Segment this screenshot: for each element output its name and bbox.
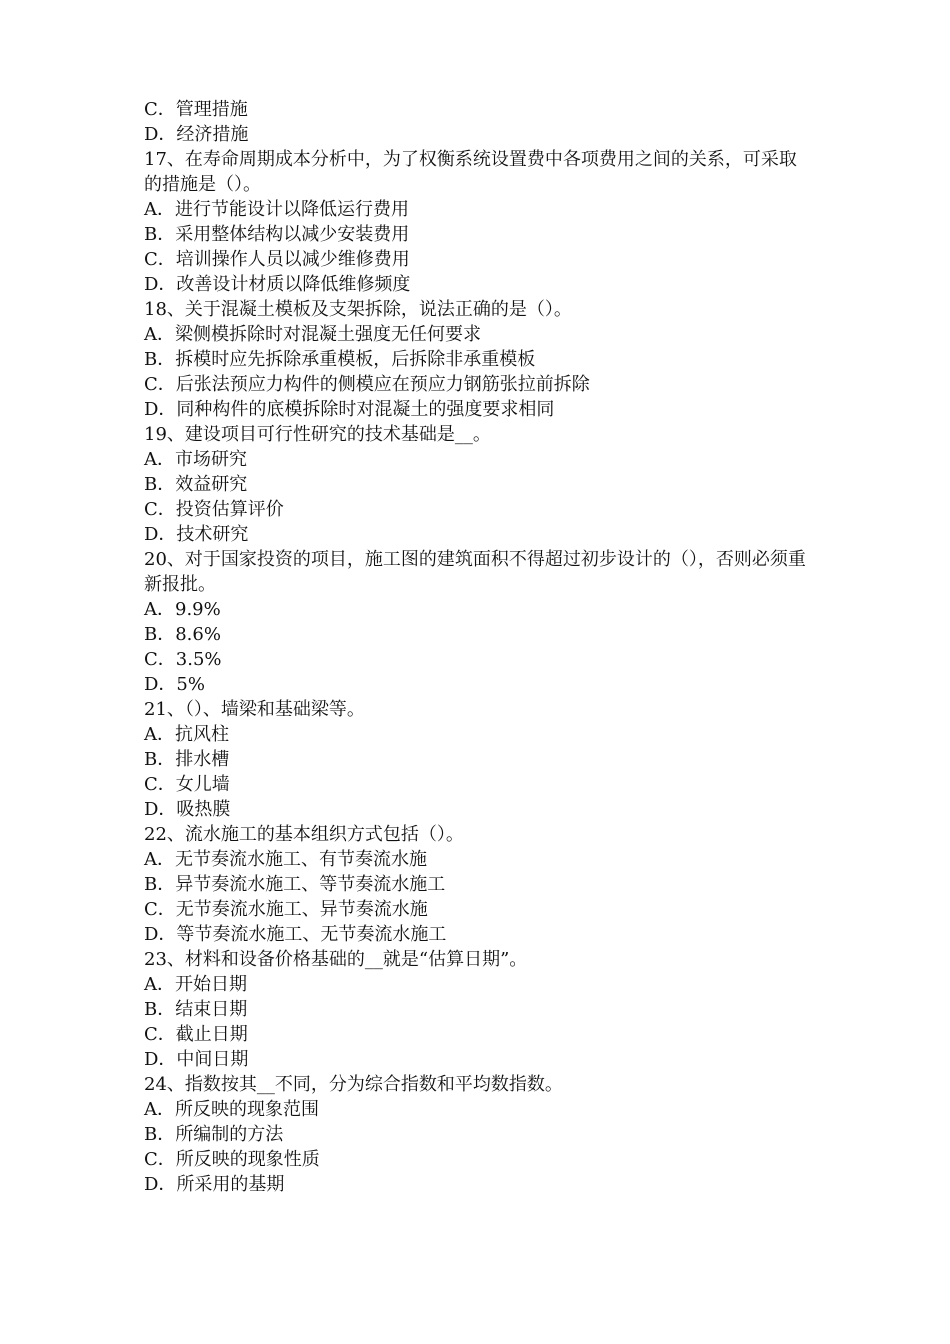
- question-23: [144, 947, 814, 1072]
- option-line: B．所编制的方法: [144, 1124, 284, 1145]
- option-line: D．同种构件的底模拆除时对混凝土的强度要求相同: [144, 399, 555, 420]
- option-line: A．开始日期: [144, 974, 247, 995]
- option-line: D．经济措施: [144, 124, 249, 145]
- question-stem: 24、指数按其__不同，分为综合指数和平均数指数。: [144, 1074, 563, 1095]
- option-line: B．拆模时应先拆除承重模板，后拆除非承重模板: [144, 349, 536, 370]
- question-17: [144, 147, 814, 297]
- option-line: D．改善设计材质以降低维修频度: [144, 274, 411, 295]
- option-line: B．排水槽: [144, 749, 230, 770]
- question-stem: 18、关于混凝土模板及支架拆除，说法正确的是（）。: [144, 299, 572, 320]
- question-24: [144, 1072, 814, 1197]
- option-line: B．8.6%: [144, 624, 221, 645]
- question-22: [144, 822, 814, 947]
- question-21: [144, 697, 814, 822]
- option-line: D．所采用的基期: [144, 1174, 285, 1195]
- option-line: B．结束日期: [144, 999, 248, 1020]
- question-stem: 17、在寿命周期成本分析中，为了权衡系统设置费中各项费用之间的关系，可采取的措施是（）。: [144, 149, 797, 195]
- option-line: A．抗风柱: [144, 724, 229, 745]
- question-stem: 22、流水施工的基本组织方式包括（）。: [144, 824, 464, 845]
- option-line: B．采用整体结构以减少安装费用: [144, 224, 410, 245]
- option-line: D．等节奏流水施工、无节奏流水施工: [144, 924, 447, 945]
- option-line: A．9.9%: [144, 599, 221, 620]
- question-stem: 23、材料和设备价格基础的__就是“估算日期”。: [144, 949, 528, 970]
- option-line: C．培训操作人员以减少维修费用: [144, 249, 410, 270]
- option-line: C．3.5%: [144, 649, 222, 670]
- question-18: [144, 297, 814, 422]
- question-stem: 21、（）、墙梁和基础梁等。: [144, 699, 365, 720]
- option-line: C．投资估算评价: [144, 499, 284, 520]
- option-line: A．无节奏流水施工、有节奏流水施: [144, 849, 427, 870]
- option-line: C．截止日期: [144, 1024, 248, 1045]
- option-line: A．所反映的现象范围: [144, 1099, 319, 1120]
- option-line: C．后张法预应力构件的侧模应在预应力钢筋张拉前拆除: [144, 374, 590, 395]
- option-line: B．效益研究: [144, 474, 248, 495]
- option-line: C．管理措施: [144, 99, 248, 120]
- option-line: A．市场研究: [144, 449, 247, 470]
- option-line: A．梁侧模拆除时对混凝土强度无任何要求: [144, 324, 481, 345]
- option-line: A．进行节能设计以降低运行费用: [144, 199, 409, 220]
- option-line: D．吸热膜: [144, 799, 231, 820]
- option-line: C．女儿墙: [144, 774, 230, 795]
- option-line: D．5%: [144, 674, 205, 695]
- option-line: D．技术研究: [144, 524, 249, 545]
- option-line: C．无节奏流水施工、异节奏流水施: [144, 899, 428, 920]
- option-line: C．所反映的现象性质: [144, 1149, 320, 1170]
- question-stem: 20、对于国家投资的项目，施工图的建筑面积不得超过初步设计的（），否则必须重新报批。: [144, 549, 806, 595]
- exam-page: [144, 97, 814, 1197]
- question-20: [144, 547, 814, 697]
- question-19: [144, 422, 814, 547]
- option-line: D．中间日期: [144, 1049, 249, 1070]
- option-line: B．异节奏流水施工、等节奏流水施工: [144, 874, 446, 895]
- question-stem: 19、建设项目可行性研究的技术基础是__。: [144, 424, 491, 445]
